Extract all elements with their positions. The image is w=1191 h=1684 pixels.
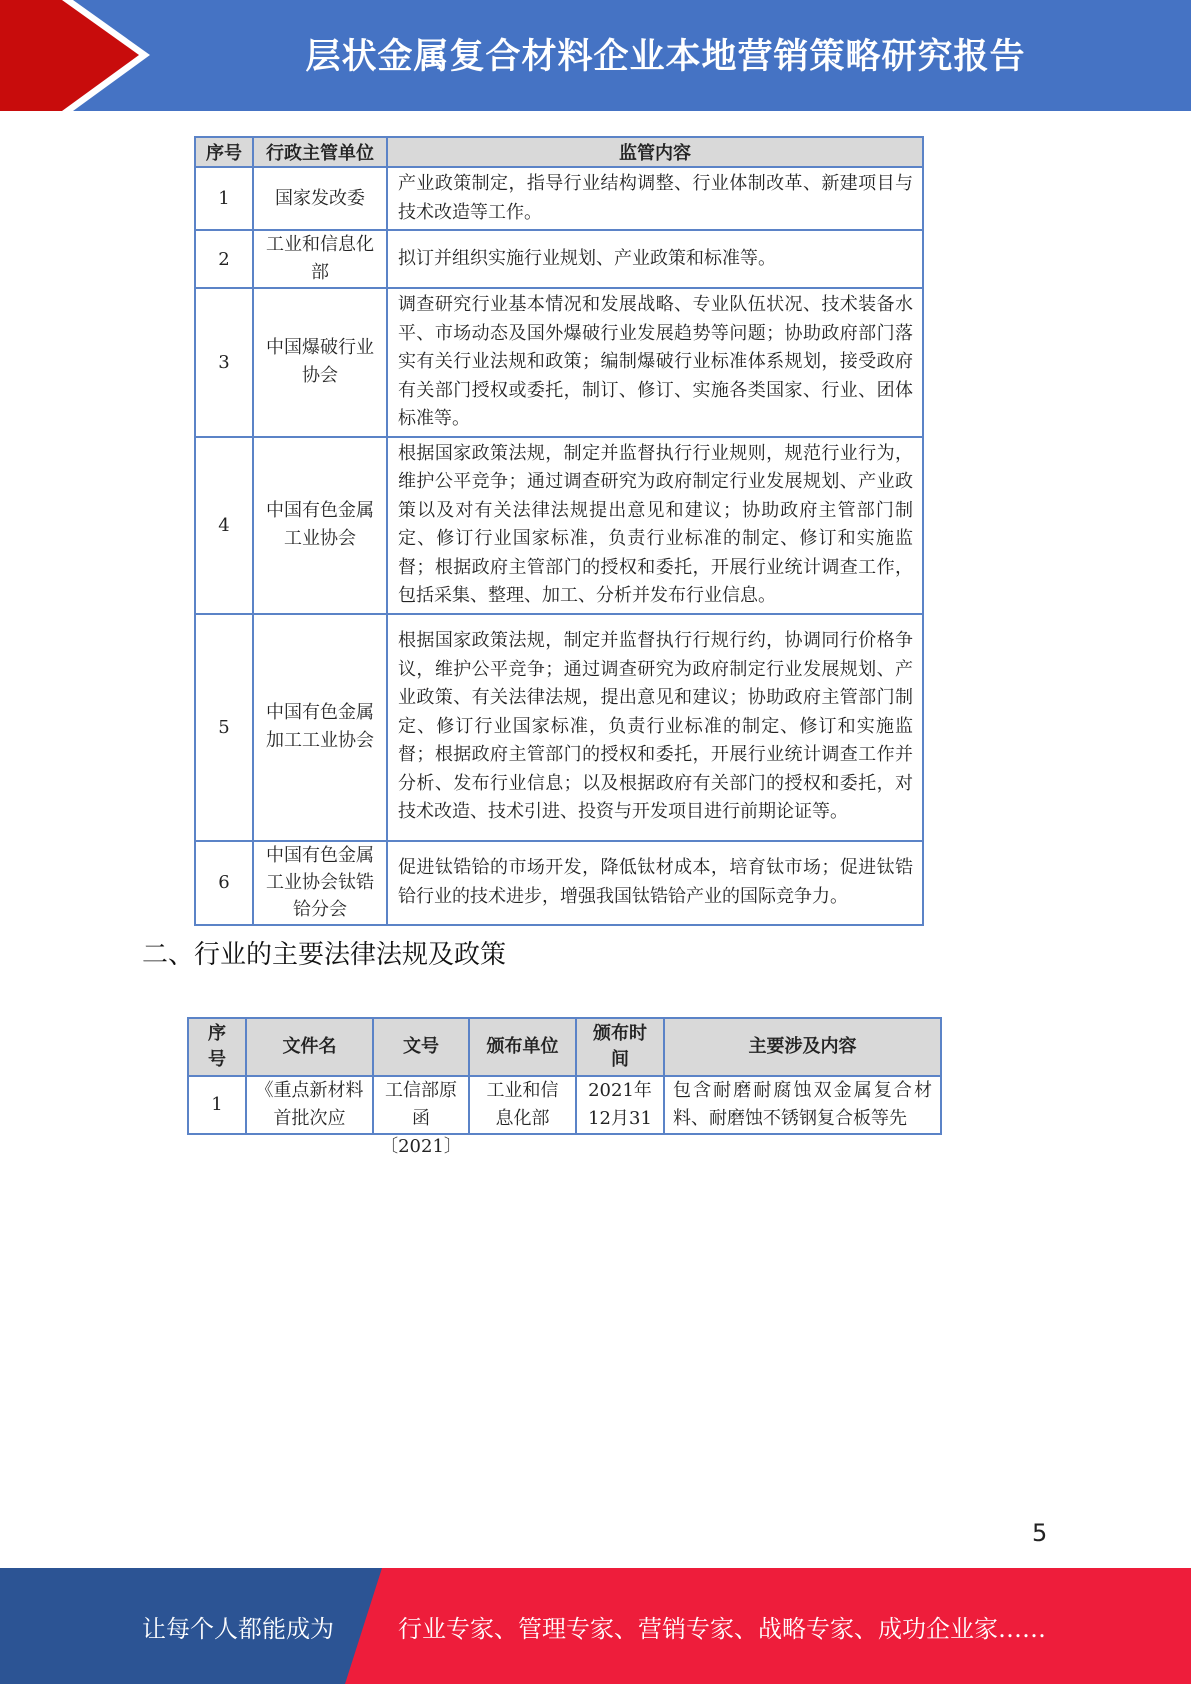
row-name <box>246 1076 373 1134</box>
row-unit: 中国有色金属加工工业协会 <box>253 614 387 841</box>
row-no: 1 <box>195 167 253 230</box>
row-content: 根据国家政策法规，制定并监督执行行规行约，协调同行价格争议，维护公平竞争；通过调查研究为政府制定行业发展规划、产业政策、有关法律法规，提出意见和建议；协助政府主管部门制定、修订行业国家标准，负责行业标准的制定、修订和实施监督；根据政府主管部门的授权和委托，开展行业统计调查工作并分析、发布行业信息；以及根据政府有关部门的授权和委托，对技术改造、技术引进、投资与开发项目进行前期论证等。 <box>387 614 923 841</box>
row-unit: 国家发改委 <box>253 167 387 230</box>
col-header-no: 序号 <box>195 137 253 167</box>
col-header-content: 主要涉及内容 <box>664 1018 941 1076</box>
table-row <box>195 167 923 230</box>
col-header-name: 文件名 <box>246 1018 373 1076</box>
page-number: 5 <box>1032 1519 1048 1547</box>
row-no: 3 <box>195 288 253 437</box>
col-header-no: 序号 <box>188 1018 246 1076</box>
row-unit: 中国爆破行业协会 <box>253 288 387 437</box>
row-doc-no-text: 工信部原函〔2021〕 <box>380 1080 462 1157</box>
row-content: 产业政策制定，指导行业结构调整、行业体制改革、新建项目与技术改造等工作。 <box>387 167 923 230</box>
col-header-issuer: 颁布单位 <box>469 1018 576 1076</box>
footer-slogan-right: 行业专家、管理专家、营销专家、战略专家、成功企业家…… <box>398 1614 1046 1643</box>
table-header-row <box>188 1018 941 1076</box>
col-header-date: 颁布时间 <box>576 1018 664 1076</box>
col-header-doc-no: 文号 <box>373 1018 469 1076</box>
page-footer <box>0 1568 1191 1684</box>
row-issuer <box>469 1076 576 1134</box>
row-name-text: 《重点新材料首批次应 <box>255 1080 364 1129</box>
col-header-unit: 行政主管单位 <box>253 137 387 167</box>
row-no: 2 <box>195 230 253 288</box>
row-content <box>664 1076 941 1134</box>
row-no-text: 1 <box>211 1094 223 1115</box>
table-row <box>195 841 923 925</box>
row-issuer-text: 工业和信息化部 <box>486 1080 559 1129</box>
row-no: 6 <box>195 841 253 925</box>
footer-slogan-left: 让每个人都能成为 <box>142 1614 334 1643</box>
table-row <box>195 614 923 841</box>
row-date-text: 2021年12月31 <box>588 1080 652 1129</box>
row-content: 根据国家政策法规，制定并监督执行行业规则，规范行业行为，维护公平竞争；通过调查研究为政府制定行业发展规划、产业政策以及对有关法律法规提出意见和建议；协助政府主管部门制定、修订行业国家标准，负责行业标准的制定、修订和实施监督；根据政府主管部门的授权和委托，开展行业统计调查工作，包括采集、整理、加工、分析并发布行业信息。 <box>387 437 923 614</box>
table-header-row <box>195 137 923 167</box>
row-no <box>188 1076 246 1134</box>
row-unit: 工业和信息化部 <box>253 230 387 288</box>
col-header-content: 监管内容 <box>387 137 923 167</box>
row-date <box>576 1076 664 1134</box>
policies-table <box>187 1017 942 1157</box>
row-doc-no <box>373 1076 469 1157</box>
row-no: 5 <box>195 614 253 841</box>
row-content-text: 包含耐磨耐腐蚀双金属复合材料、耐磨蚀不锈钢复合板等先 <box>673 1080 932 1129</box>
table-row <box>188 1076 941 1134</box>
regulators-table <box>194 136 924 926</box>
table-row <box>195 288 923 437</box>
row-content: 促进钛锆铪的市场开发，降低钛材成本，培育钛市场；促进钛锆铪行业的技术进步，增强我国钛锆铪产业的国际竞争力。 <box>387 841 923 925</box>
row-content: 调查研究行业基本情况和发展战略、专业队伍状况、技术装备水平、市场动态及国外爆破行业发展趋势等问题；协助政府部门落实有关行业法规和政策；编制爆破行业标准体系规划，接受政府有关部门授权或委托，制订、修订、实施各类国家、行业、团体标准等。 <box>387 288 923 437</box>
table-row <box>195 437 923 614</box>
page-header <box>0 0 1191 111</box>
section-heading: 二、行业的主要法律法规及政策 <box>142 940 507 970</box>
report-title: 层状金属复合材料企业本地营销策略研究报告 <box>305 37 1026 77</box>
table-row <box>195 230 923 288</box>
row-unit: 中国有色金属工业协会钛锆铪分会 <box>253 841 387 925</box>
row-no: 4 <box>195 437 253 614</box>
row-unit: 中国有色金属工业协会 <box>253 437 387 614</box>
row-content: 拟订并组织实施行业规划、产业政策和标准等。 <box>387 230 923 288</box>
